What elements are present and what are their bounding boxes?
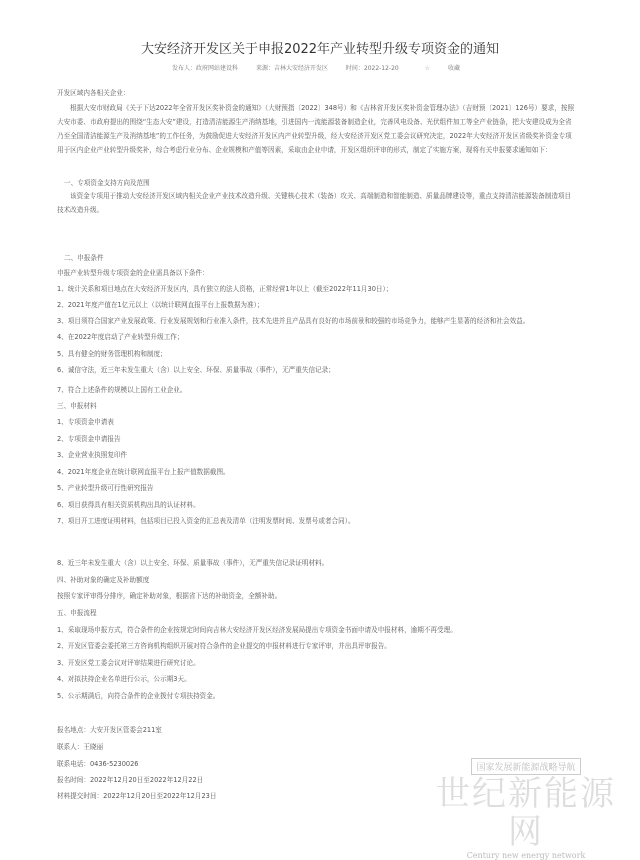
- publish-time: 时间：2022-12-20: [345, 65, 399, 72]
- list-item: 4、2021年度企业在统计联网直报平台上报产值数据截图。: [57, 468, 230, 476]
- section-1-text: 该资金专项用于推动大安经济开发区域内相关企业产业技术改造升级、关键核心技术（装备）攻关、高端制造和智能制造、质量品牌建设等，重点支持清洁能源装备制造项目技术改造升级。: [57, 192, 572, 214]
- star-icon: ☆: [424, 65, 431, 72]
- section-4-heading: 四、补助对象的确定及补助额度: [57, 576, 150, 584]
- list-item: 5、具有健全的财务管理机构和制度；: [57, 350, 167, 358]
- list-item: 3、项目须符合国家产业发展政策、行业发展规划和行业准入条件，技术先进并且产品具有良好的市场前景和较强的市场竞争力，能够产生显著的经济和社会效益。: [57, 317, 530, 325]
- list-item: 1、统计关系和项目地点在大安经济开发区内，具有独立的法人资格，正常经营1年以上（截至2022年11月30日）；: [57, 285, 393, 293]
- watermark-name: 世纪新能源网: [436, 774, 616, 852]
- list-item: 3、企业营业执照复印件: [57, 451, 128, 459]
- publisher: 发布人：政府网站建设科: [172, 65, 239, 72]
- section-1-heading: 一、专项资金支持方向及范围: [64, 179, 150, 187]
- section-3-heading: 三、申报材料: [57, 402, 97, 410]
- section-4-text: 按照专家评审得分排序，确定补助对象，根据省下达的补助资金，全额补助。: [57, 592, 282, 600]
- page-title: 大安经济开发区关于申报2022年产业转型升级专项资金的通知: [140, 42, 500, 57]
- watermark-slogan: 国家发展新能源战略导航: [471, 758, 580, 775]
- list-item: 5、公示期满后，向符合条件的企业拨付专项扶持资金。: [57, 692, 220, 700]
- section-2-heading: 二、申报条件: [64, 254, 104, 262]
- list-item: 1、专项资金申请表: [57, 418, 114, 426]
- list-item: 4、在2022年度启动了产业转型升级工作；: [57, 333, 184, 341]
- list-item: 3、开发区党工委会议对评审结果进行研究讨论。: [57, 659, 200, 667]
- list-item: 5、产业转型升级可行性研究报告: [57, 484, 154, 492]
- contact-person: 联系人：王晓丽: [57, 743, 104, 751]
- signup-place: 报名地点：大安开发区管委会211室: [57, 726, 162, 734]
- list-item: 6、项目获得具有相关资质机构出具的认证材料。: [57, 501, 200, 509]
- contact-phone: 联系电话：0436-5230026: [57, 760, 139, 768]
- watermark-logo: [426, 755, 626, 860]
- watermark-english: Century new energy network: [466, 851, 586, 860]
- list-item: 4、对拟扶持企业名单进行公示，公示期3天。: [57, 675, 191, 683]
- list-item: 2、2021年度产值在1亿元以上（以统计联网直报平台上报数据为准）；: [57, 301, 264, 309]
- list-item: 1、采取现场申报方式，符合条件的企业按规定时间向吉林大安经济开发区经济发展局提出专项资金书面申请及申报材料，逾期不再受理。: [57, 626, 457, 634]
- salutation: 开发区域内各相关企业：: [57, 89, 130, 97]
- article-meta: [0, 63, 640, 72]
- source: 来源：吉林大安经济开发区: [255, 65, 328, 72]
- list-item: 2、开发区管委会委托第三方咨询机构组织开展对符合条件的企业提交的申报材料进行专家评审，并出具评审报告。: [57, 642, 391, 650]
- section-5-heading: 五、申报流程: [57, 609, 97, 617]
- favorite-label: 收藏: [447, 65, 460, 72]
- list-item: 7、项目开工进度证明材料，包括项目已投入资金的汇总表及清单（注明发票时间、发票号或者合同）。: [57, 517, 355, 525]
- list-item: 7、符合上述条件的规模以上国有工业企业。: [57, 386, 187, 394]
- favorite-button[interactable]: [417, 65, 468, 72]
- intro-paragraph: 根据大安市财政局《关于下达2022年全省开发区奖补资金的通知》（大财预指〔2022〕348号）和《吉林省开发区奖补资金管理办法》（吉财预〔2021〕126号）要求，按照大安市委、市政府提出的围绕“生态大安”建设，打造清洁能源生产消纳基地，引进国内一流能源装备制造企业，完善风电设备、光伏组件加工等全产业链条，把大安建设成为全省乃至全国清洁能源生产及消纳基地”的工作任务，为鼓励促进大安经济开发区内产业转型升级，经大安经济开发区党工委会议研究决定，2022年大安经济开发区省级奖补资金专项用于区内企业产业转型升级奖补，综合考虑行业分布、企业规模和产值等因素，采取由企业申请，开发区组织评审的形式，制定了实施方案，现将有关申报要求通知如下：: [57, 104, 575, 154]
- list-item: 6、诚信守法，近三年未发生重大（含）以上安全、环保、质量事故（事件），无严重失信记录；: [57, 366, 335, 374]
- signup-time: 报名时间：2022年12月20日至2022年12月22日: [57, 776, 204, 784]
- section-2-lead: 申报产业转型升级专项资金的企业需具备以下条件：: [57, 269, 209, 277]
- list-item: 8、近三年未发生重大（含）以上安全、环保、质量事故（事件），无严重失信记录证明材料。: [57, 559, 329, 567]
- submit-time: 材料提交时间：2022年12月20日至2022年12月23日: [57, 792, 217, 800]
- list-item: 2、专项资金申请报告: [57, 435, 121, 443]
